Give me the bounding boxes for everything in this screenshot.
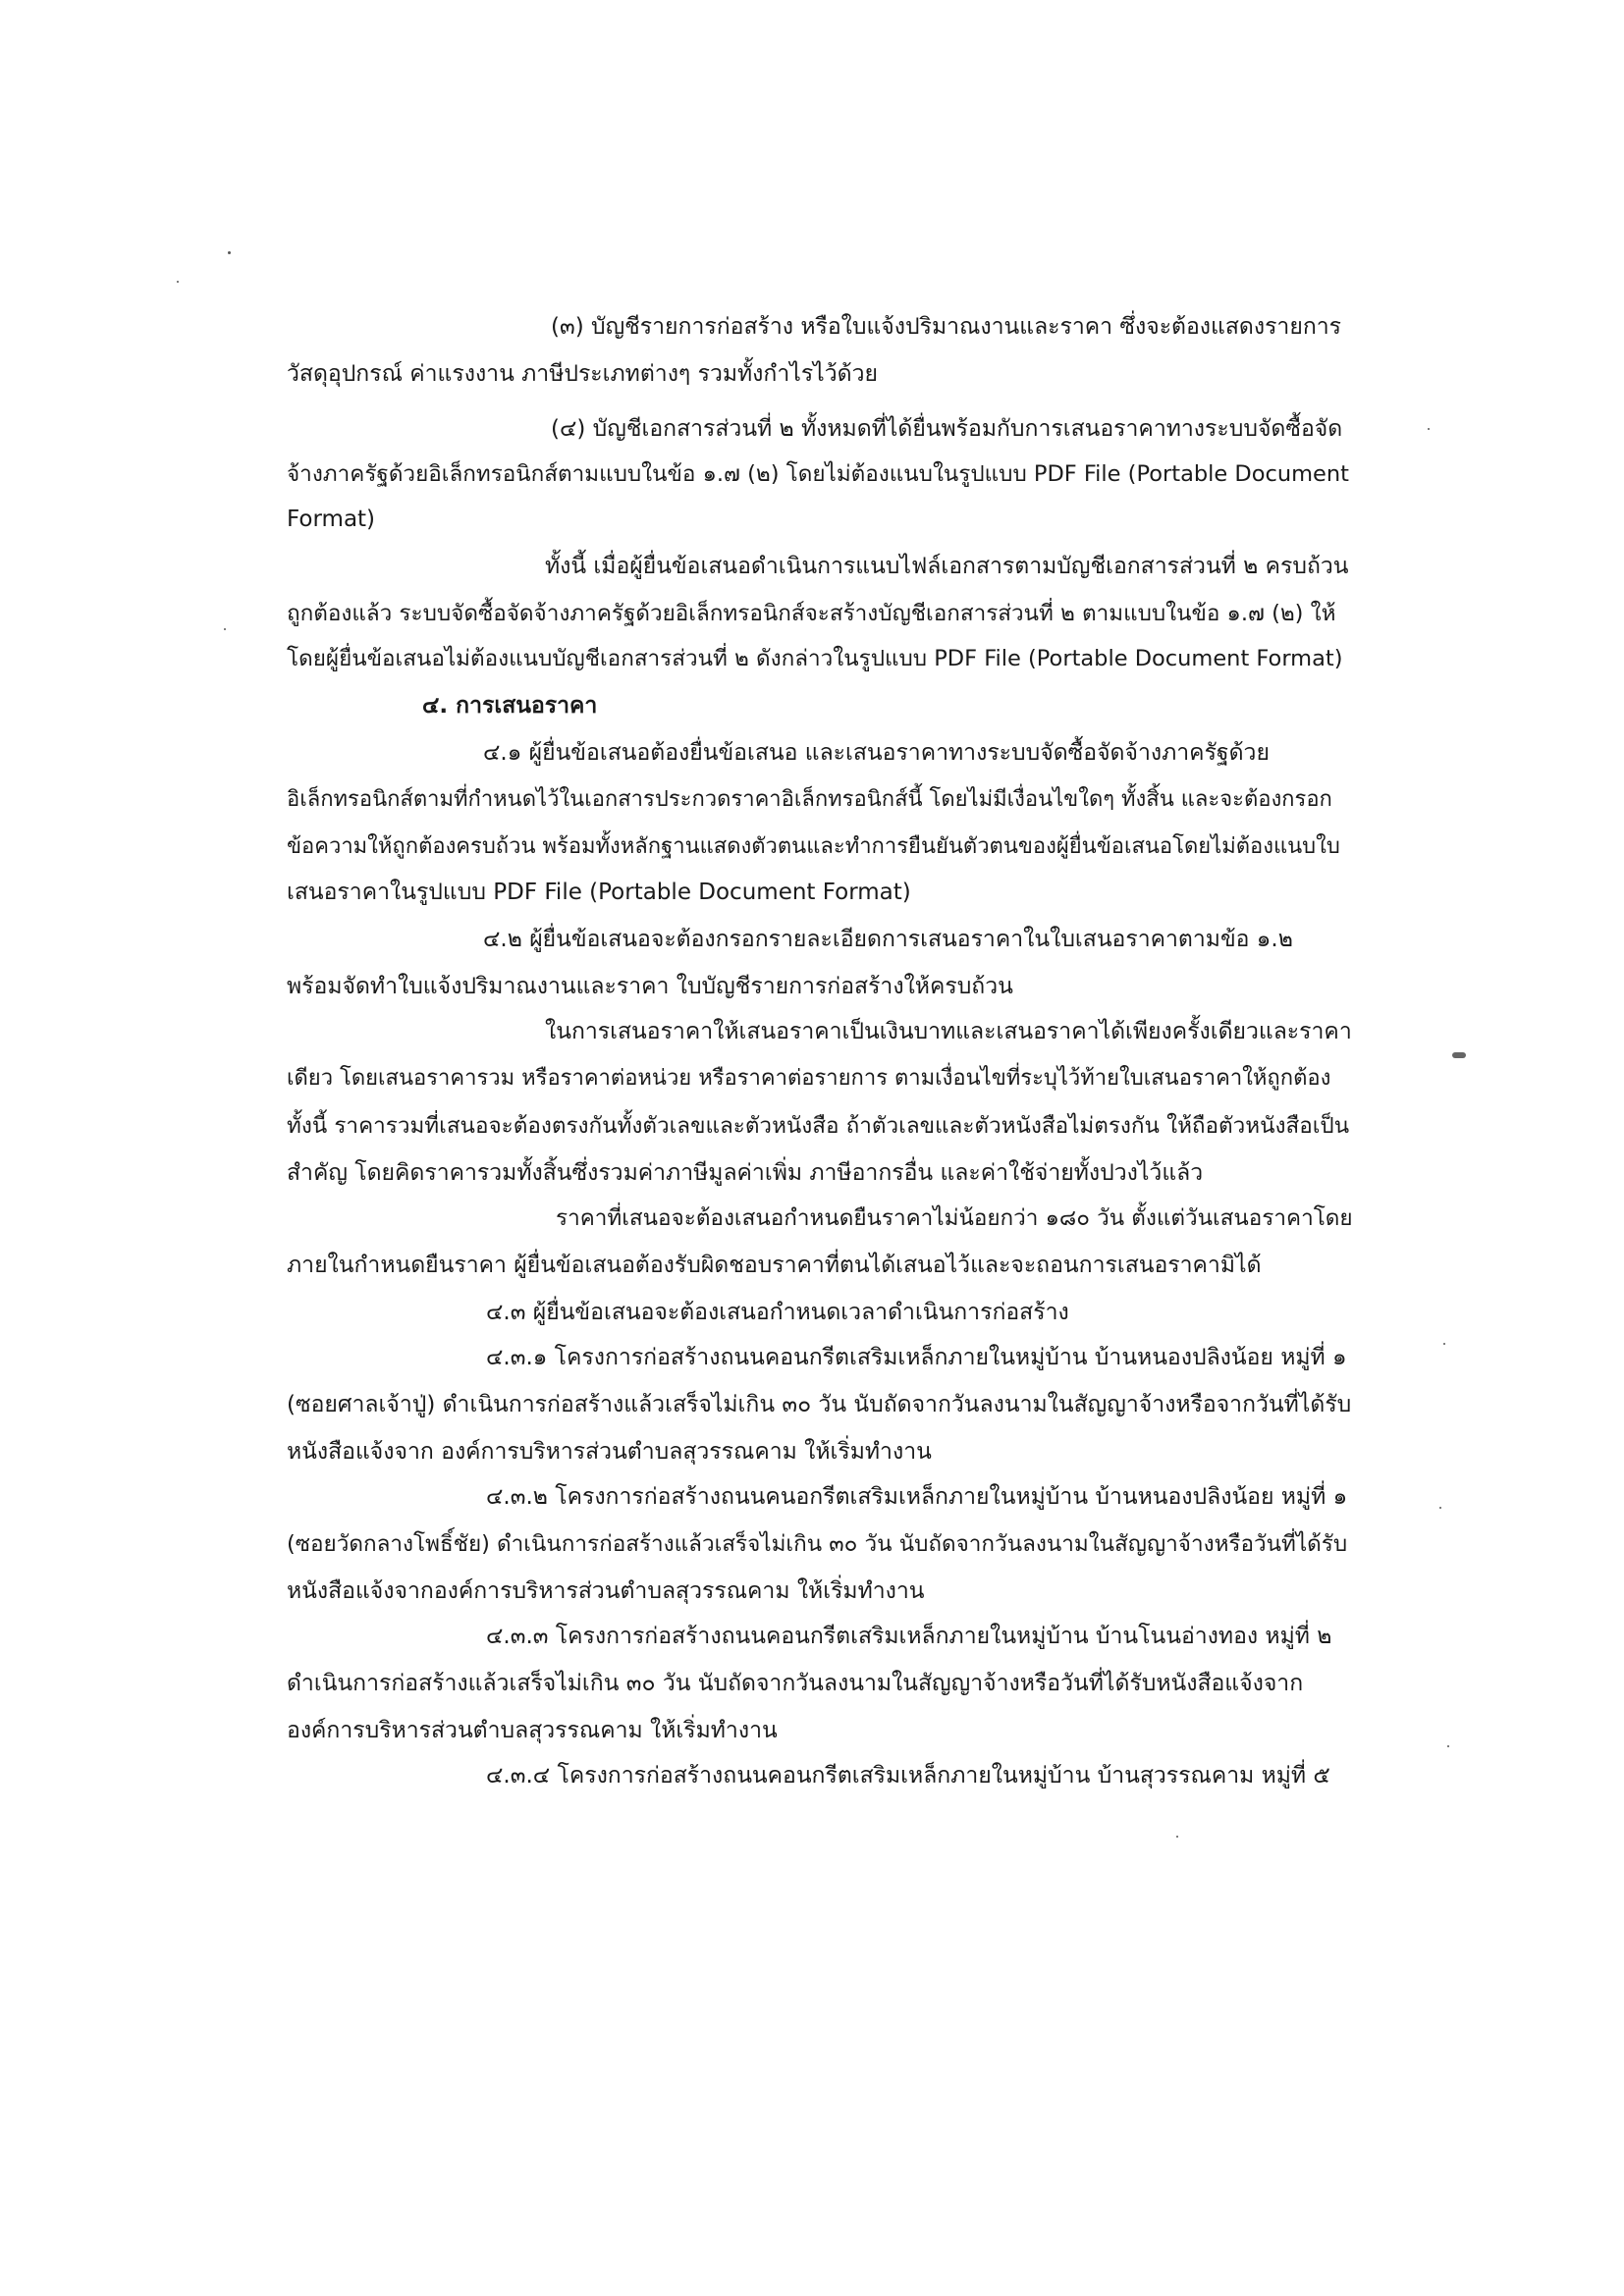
text-line: หนังสือแจ้งจากองค์การบริหารส่วนตำบลสุวรรณคาม ให้เริ่มทำงาน [287, 1578, 925, 1604]
text-line: ๔.๓.๔ โครงการก่อสร้างถนนคอนกรีตเสริมเหล็กภายในหมู่บ้าน บ้านสุวรรณคาม หมู่ที่ ๕ [486, 1763, 1330, 1789]
scan-speck [1176, 1836, 1178, 1838]
scan-speck [177, 281, 179, 283]
scan-speck [1447, 1745, 1449, 1747]
text-line: ดำเนินการก่อสร้างแล้วเสร็จไม่เกิน ๓๐ วัน นับถัดจากวันลงนามในสัญญาจ้างหรือวันที่ได้รับหนังสือแจ้งจาก [287, 1671, 1304, 1696]
text-line: Format) [287, 507, 376, 532]
text-line: เดียว โดยเสนอราคารวม หรือราคาต่อหน่วย หรือราคาต่อรายการ ตามเงื่อนไขที่ระบุไว้ท้ายใบเสนอราคาให้ถูกต้อง [287, 1066, 1331, 1091]
scan-speck [1428, 428, 1430, 430]
text-line: ๔.๓ ผู้ยื่นข้อเสนอจะต้องเสนอกำหนดเวลาดำเนินการก่อสร้าง [486, 1300, 1069, 1325]
text-line: ๔.๓.๑ โครงการก่อสร้างถนนคอนกรีตเสริมเหล็กภายในหมู่บ้าน บ้านหนองปลิงน้อย หมู่ที่ ๑ [486, 1345, 1347, 1370]
text-line: ๔.๑ ผู้ยื่นข้อเสนอต้องยื่นข้อเสนอ และเสนอราคาทางระบบจัดซื้อจัดจ้างภาครัฐด้วย [483, 740, 1270, 766]
text-line: (ซอยศาลเจ้าปู่) ดำเนินการก่อสร้างแล้วเสร็จไม่เกิน ๓๐ วัน นับถัดจากวันลงนามในสัญญาจ้างหรือจากวันที่ได้รับ [287, 1392, 1352, 1417]
text-line: ๔.๒ ผู้ยื่นข้อเสนอจะต้องกรอกรายละเอียดการเสนอราคาในใบเสนอราคาตามข้อ ๑.๒ [483, 927, 1293, 952]
scan-speck [1439, 1507, 1441, 1509]
text-line: หนังสือแจ้งจาก องค์การบริหารส่วนตำบลสุวรรณคาม ให้เริ่มทำงาน [287, 1439, 932, 1465]
text-line: จ้างภาครัฐด้วยอิเล็กทรอนิกส์ตามแบบในข้อ ๑.๗ (๒) โดยไม่ต้องแนบในรูปแบบ PDF File (Portable Document [287, 461, 1349, 487]
scan-speck [228, 251, 231, 254]
text-line: ทั้งนี้ เมื่อผู้ยื่นข้อเสนอดำเนินการแนบไฟล์เอกสารตามบัญชีเอกสารส่วนที่ ๒ ครบถ้วน [545, 554, 1349, 579]
text-line: ราคาที่เสนอจะต้องเสนอกำหนดยืนราคาไม่น้อยกว่า ๑๘๐ วัน ตั้งแต่วันเสนอราคาโดย [556, 1205, 1353, 1231]
text-line: ภายในกำหนดยืนราคา ผู้ยื่นข้อเสนอต้องรับผิดชอบราคาที่ตนได้เสนอไว้และจะถอนการเสนอราคามิได้ [287, 1253, 1262, 1278]
section-heading: ๔. การเสนอราคา [422, 693, 598, 719]
text-line: (๓) บัญชีรายการก่อสร้าง หรือใบแจ้งปริมาณงานและราคา ซึ่งจะต้องแสดงรายการ [551, 314, 1342, 340]
text-line: (๔) บัญชีเอกสารส่วนที่ ๒ ทั้งหมดที่ได้ยื่นพร้อมกับการเสนอราคาทางระบบจัดซื้อจัด [551, 416, 1343, 442]
text-line: ข้อความให้ถูกต้องครบถ้วน พร้อมทั้งหลักฐานแสดงตัวตนและทำการยืนยันตัวตนของผู้ยื่นข้อเสนอโดยไม่ต้องแนบใบ [287, 834, 1340, 859]
text-line: เสนอราคาในรูปแบบ PDF File (Portable Document Format) [287, 880, 911, 905]
text-line: วัสดุอุปกรณ์ ค่าแรงงาน ภาษีประเภทต่างๆ รวมทั้งกำไรไว้ด้วย [287, 361, 878, 387]
scan-speck [224, 628, 226, 630]
text-line: (ซอยวัดกลางโพธิ์ชัย) ดำเนินการก่อสร้างแล้วเสร็จไม่เกิน ๓๐ วัน นับถัดจากวันลงนามในสัญญาจ้างหรือวันที่ได้รับ [287, 1531, 1348, 1557]
scan-speck [1452, 1052, 1466, 1058]
text-line: องค์การบริหารส่วนตำบลสุวรรณคาม ให้เริ่มทำงาน [287, 1718, 778, 1743]
text-line: พร้อมจัดทำใบแจ้งปริมาณงานและราคา ใบบัญชีรายการก่อสร้างให้ครบถ้วน [287, 974, 1013, 999]
text-line: ๔.๓.๓ โครงการก่อสร้างถนนคอนกรีตเสริมเหล็กภายในหมู่บ้าน บ้านโนนอ่างทอง หมู่ที่ ๒ [486, 1624, 1332, 1649]
text-line: สำคัญ โดยคิดราคารวมทั้งสิ้นซึ่งรวมค่าภาษีมูลค่าเพิ่ม ภาษีอากรอื่น และค่าใช้จ่ายทั้งปวงไว้แล้ว [287, 1160, 1204, 1186]
text-line: ๔.๓.๒ โครงการก่อสร้างถนนคนอกรีตเสริมเหล็กภายในหมู่บ้าน บ้านหนองปลิงน้อย หมู่ที่ ๑ [486, 1484, 1348, 1510]
text-line: อิเล็กทรอนิกส์ตามที่กำหนดไว้ในเอกสารประกวดราคาอิเล็กทรอนิกส์นี้ โดยไม่มีเงื่อนไขใดๆ ทั้งสิ้น และจะต้องกรอก [287, 787, 1332, 812]
text-line: ถูกต้องแล้ว ระบบจัดซื้อจัดจ้างภาครัฐด้วยอิเล็กทรอนิกส์จะสร้างบัญชีเอกสารส่วนที่ ๒ ตามแบบในข้อ ๑.๗ (๒) ให้ [287, 601, 1336, 626]
text-line: โดยผู้ยื่นข้อเสนอไม่ต้องแนบบัญชีเอกสารส่วนที่ ๒ ดังกล่าวในรูปแบบ PDF File (Portable Document Format) [287, 646, 1343, 671]
text-line: ทั้งนี้ ราคารวมที่เสนอจะต้องตรงกันทั้งตัวเลขและตัวหนังสือ ถ้าตัวเลขและตัวหนังสือไม่ตรงกัน ให้ถือตัวหนังสือเป็น [287, 1113, 1350, 1139]
scan-speck [1443, 1343, 1445, 1345]
text-line: ในการเสนอราคาให้เสนอราคาเป็นเงินบาทและเสนอราคาได้เพียงครั้งเดียวและราคา [545, 1019, 1352, 1044]
